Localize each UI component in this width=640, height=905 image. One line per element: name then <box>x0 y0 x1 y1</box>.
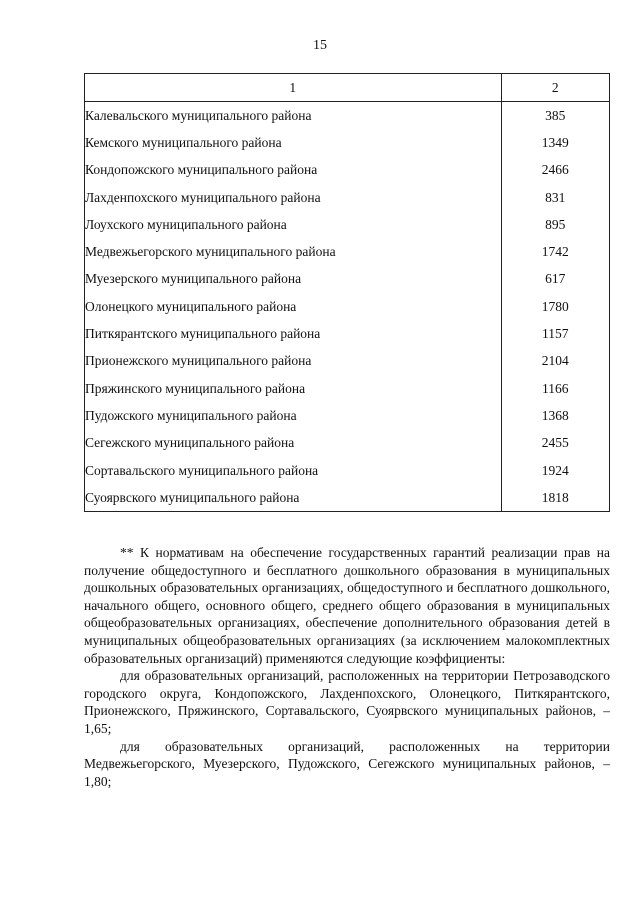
table-row <box>85 238 610 265</box>
value-cell: 895 <box>501 211 609 238</box>
table-row <box>85 348 610 375</box>
district-name-cell: Лоухского муниципального района <box>85 211 502 238</box>
district-name-cell: Прионежского муниципального района <box>85 348 502 375</box>
district-name-cell: Медвежьегорского муниципального района <box>85 238 502 265</box>
column-header-2: 2 <box>501 74 609 102</box>
footnote-paragraph: ** К нормативам на обеспечение государственных гарантий реализации прав на получение общедоступного и бесплатного дошкольного образования в муниципальных дошкольных образовательных организациях, общедоступного и бесплатного дошкольного, начального общего, основного общего, среднего общего образования в муниципальных общеобразовательных организациях, обеспечение дополнительного образования детей в муниципальных общеобразовательных организациях (за исключением малокомплектных образовательных организаций) применяются следующие коэффициенты: <box>84 545 610 666</box>
table-row <box>85 102 610 130</box>
value-cell: 1818 <box>501 484 609 512</box>
table-row <box>85 211 610 238</box>
table-header-row <box>85 74 610 102</box>
value-cell: 2104 <box>501 348 609 375</box>
table-row <box>85 184 610 211</box>
district-name-cell: Суоярвского муниципального района <box>85 484 502 512</box>
value-cell: 1368 <box>501 402 609 429</box>
column-header-1: 1 <box>85 74 502 102</box>
district-name-cell: Калевальского муниципального района <box>85 102 502 130</box>
value-cell: 1349 <box>501 129 609 156</box>
district-name-cell: Пряжинского муниципального района <box>85 375 502 402</box>
table-body <box>85 102 610 512</box>
value-cell: 385 <box>501 102 609 130</box>
district-name-cell: Кемского муниципального района <box>85 129 502 156</box>
table-row <box>85 266 610 293</box>
value-cell: 2466 <box>501 157 609 184</box>
value-cell: 617 <box>501 266 609 293</box>
table-row <box>85 484 610 512</box>
table-row <box>85 375 610 402</box>
district-name-cell: Муезерского муниципального района <box>85 266 502 293</box>
value-cell: 1157 <box>501 320 609 347</box>
district-name-cell: Лахденпохского муниципального района <box>85 184 502 211</box>
footnote-paragraph: для образовательных организаций, расположенных на территории Петрозаводского городского округа, Кондопожского, Лахденпохского, Олонецкого, Питкярантского, Прионежского, Пряжинского, Сортавальского, Суоярвского муниципальных районов, – 1,65; <box>84 668 610 736</box>
value-cell: 831 <box>501 184 609 211</box>
table-row <box>85 320 610 347</box>
table-row <box>85 430 610 457</box>
table-row <box>85 402 610 429</box>
district-name-cell: Питкярантского муниципального района <box>85 320 502 347</box>
table-row <box>85 157 610 184</box>
district-name-cell: Кондопожского муниципального района <box>85 157 502 184</box>
district-name-cell: Сортавальского муниципального района <box>85 457 502 484</box>
value-cell: 1166 <box>501 375 609 402</box>
value-cell: 1780 <box>501 293 609 320</box>
value-cell: 1924 <box>501 457 609 484</box>
value-cell: 1742 <box>501 238 609 265</box>
page-number: 15 <box>313 38 327 53</box>
district-name-cell: Сегежского муниципального района <box>85 430 502 457</box>
table-row <box>85 457 610 484</box>
footnote-paragraph: для образовательных организаций, расположенных на территории Медвежьегорского, Муезерского, Пудожского, Сегежского муниципальных районов, – 1,80; <box>84 738 610 789</box>
table-row <box>85 293 610 320</box>
value-cell: 2455 <box>501 430 609 457</box>
data-table <box>84 73 610 512</box>
district-name-cell: Олонецкого муниципального района <box>85 293 502 320</box>
district-name-cell: Пудожского муниципального района <box>85 402 502 429</box>
footnote <box>84 544 610 790</box>
table-row <box>85 129 610 156</box>
